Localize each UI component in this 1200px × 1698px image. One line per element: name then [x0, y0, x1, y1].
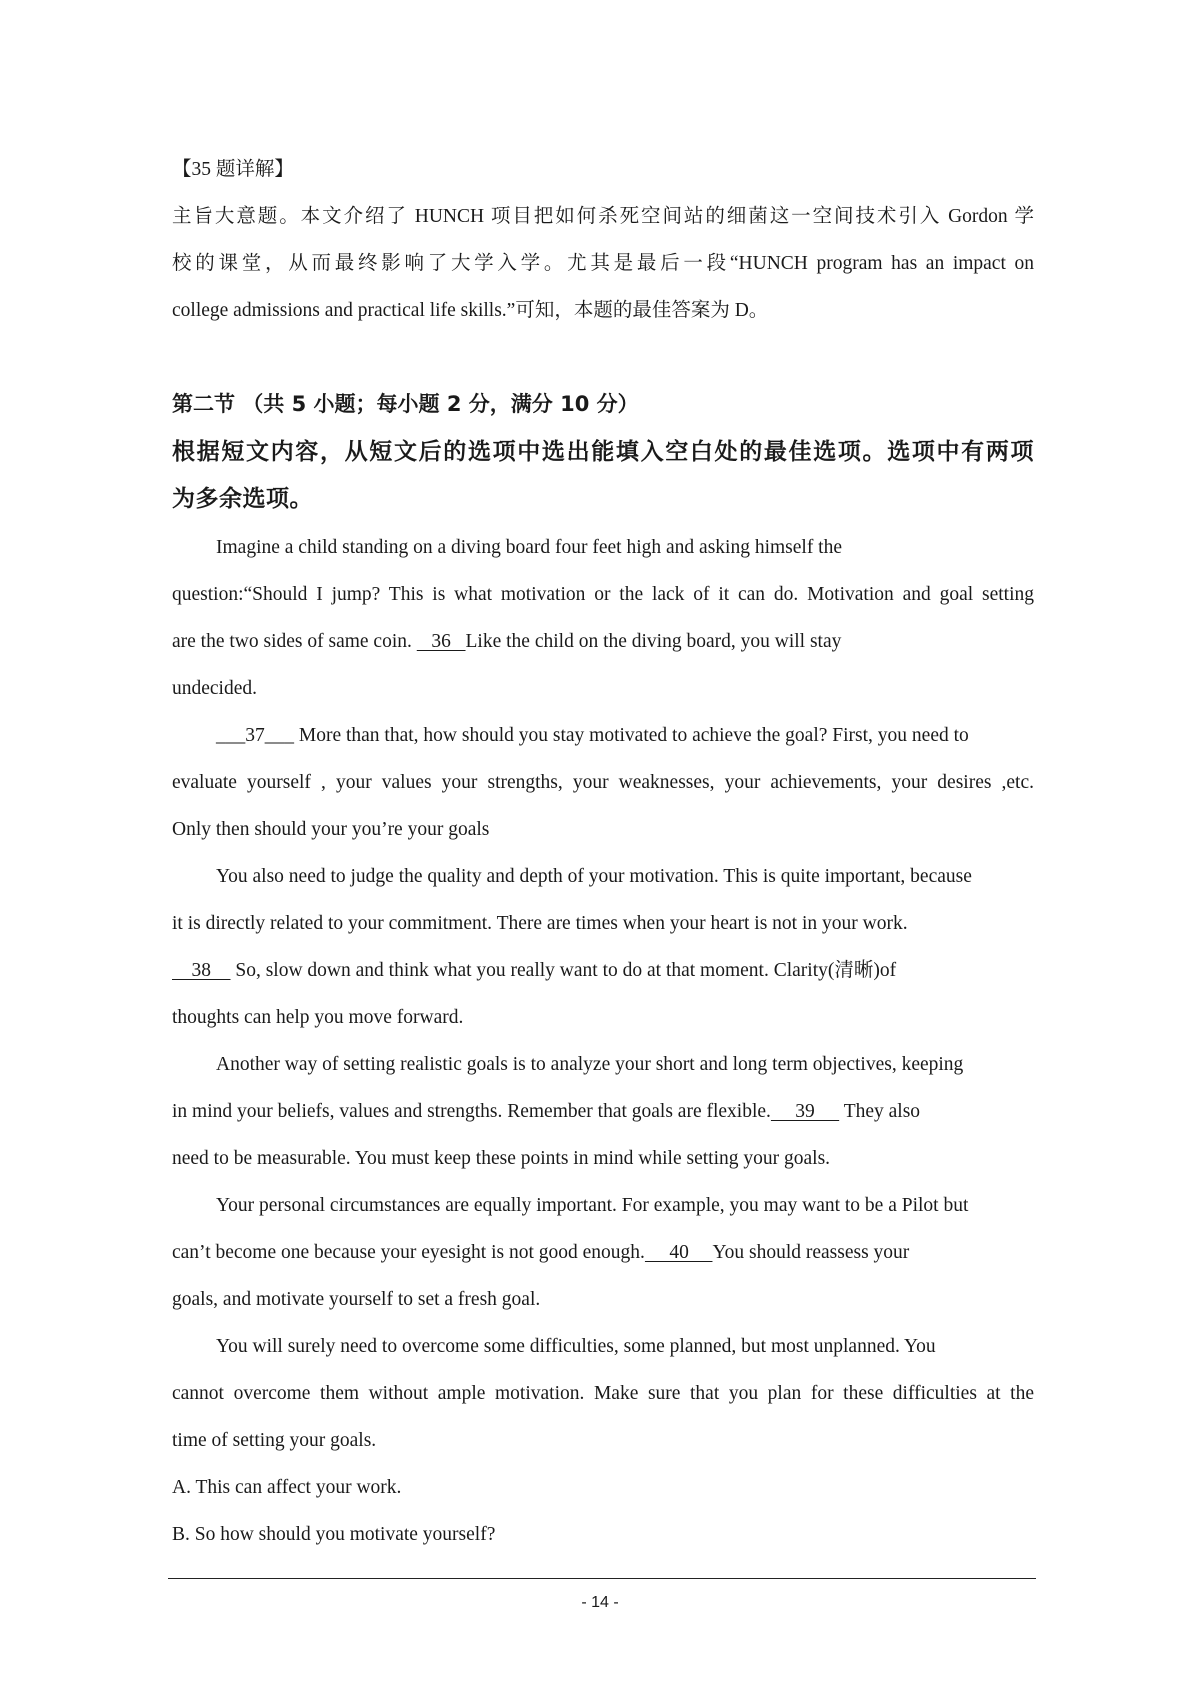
passage-line	[172, 957, 1034, 985]
passage-line: Only then should your you’re your goals	[172, 819, 490, 840]
passage-line: it is directly related to your commitment. There are times when your heart is not in your work.	[172, 913, 908, 934]
passage-line: time of setting your goals.	[172, 1430, 377, 1451]
passage-line: question:“Should I jump? This is what motivation or the lack of it can do. Motivation and goal setting	[172, 584, 1034, 605]
section-instruction: 为多余选项。	[172, 486, 313, 512]
option-a: A. This can affect your work.	[172, 1477, 402, 1498]
section-title: 第二节 （共 5 小题；每小题 2 分，满分 10 分）	[172, 392, 639, 416]
explanation-heading: 【35 题详解】	[172, 159, 294, 180]
passage-line	[172, 1239, 1034, 1267]
option-b: B. So how should you motivate yourself?	[172, 1524, 496, 1545]
passage-line: You also need to judge the quality and depth of your motivation. This is quite important, because	[216, 866, 972, 887]
passage-line	[172, 722, 1034, 750]
passage-line	[172, 1098, 1034, 1126]
passage-line: thoughts can help you move forward.	[172, 1007, 464, 1028]
passage-line	[172, 628, 1034, 656]
passage-text: You should reassess your	[712, 1242, 910, 1263]
blank-40: 40	[644, 1242, 713, 1263]
explanation-line: college admissions and practical life skills.”可知，本题的最佳答案为 D。	[172, 300, 769, 321]
passage-line: Your personal circumstances are equally important. For example, you may want to be a Pilot but	[216, 1195, 969, 1216]
passage-line: Imagine a child standing on a diving board four feet high and asking himself the	[216, 537, 843, 558]
passage-text: So, slow down and think what you really want to do at that moment. Clarity(清晰)of	[230, 960, 897, 981]
passage-text: are the two sides of same coin.	[172, 631, 417, 652]
passage-text: They also	[839, 1101, 921, 1122]
passage-line: goals, and motivate yourself to set a fresh goal.	[172, 1289, 541, 1310]
blank-37: ___37___	[216, 725, 294, 746]
passage-text: in mind your beliefs, values and strengths. Remember that goals are flexible.	[172, 1101, 771, 1122]
explanation-line: 校的课堂，从而最终影响了大学入学。尤其是最后一段“HUNCH program has an impact on	[172, 253, 1034, 274]
blank-39: 39	[770, 1101, 840, 1122]
passage-line: Another way of setting realistic goals is to analyze your short and long term objectives, keeping	[216, 1054, 964, 1075]
blank-38: 38	[172, 960, 231, 981]
section-instruction: 根据短文内容，从短文后的选项中选出能填入空白处的最佳选项。选项中有两项	[172, 439, 1034, 465]
passage-line: undecided.	[172, 678, 258, 699]
page-number: - 14 -	[581, 1594, 619, 1611]
passage-line: cannot overcome them without ample motivation. Make sure that you plan for these difficulties at the	[172, 1383, 1034, 1404]
footer-divider	[168, 1578, 1036, 1579]
blank-36: 36	[416, 631, 466, 652]
passage-text: Like the child on the diving board, you will stay	[465, 631, 842, 652]
passage-text: can’t become one because your eyesight is not good enough.	[172, 1242, 645, 1263]
passage-line: You will surely need to overcome some difficulties, some planned, but most unplanned. You	[216, 1336, 936, 1357]
passage-line: evaluate yourself , your values your strengths, your weaknesses, your achievements, your desires ,etc.	[172, 772, 1034, 793]
explanation-line: 主旨大意题。本文介绍了 HUNCH 项目把如何杀死空间站的细菌这一空间技术引入 Gordon 学	[172, 206, 1034, 227]
passage-text: More than that, how should you stay motivated to achieve the goal? First, you need to	[294, 725, 969, 746]
passage-line: need to be measurable. You must keep these points in mind while setting your goals.	[172, 1148, 831, 1169]
